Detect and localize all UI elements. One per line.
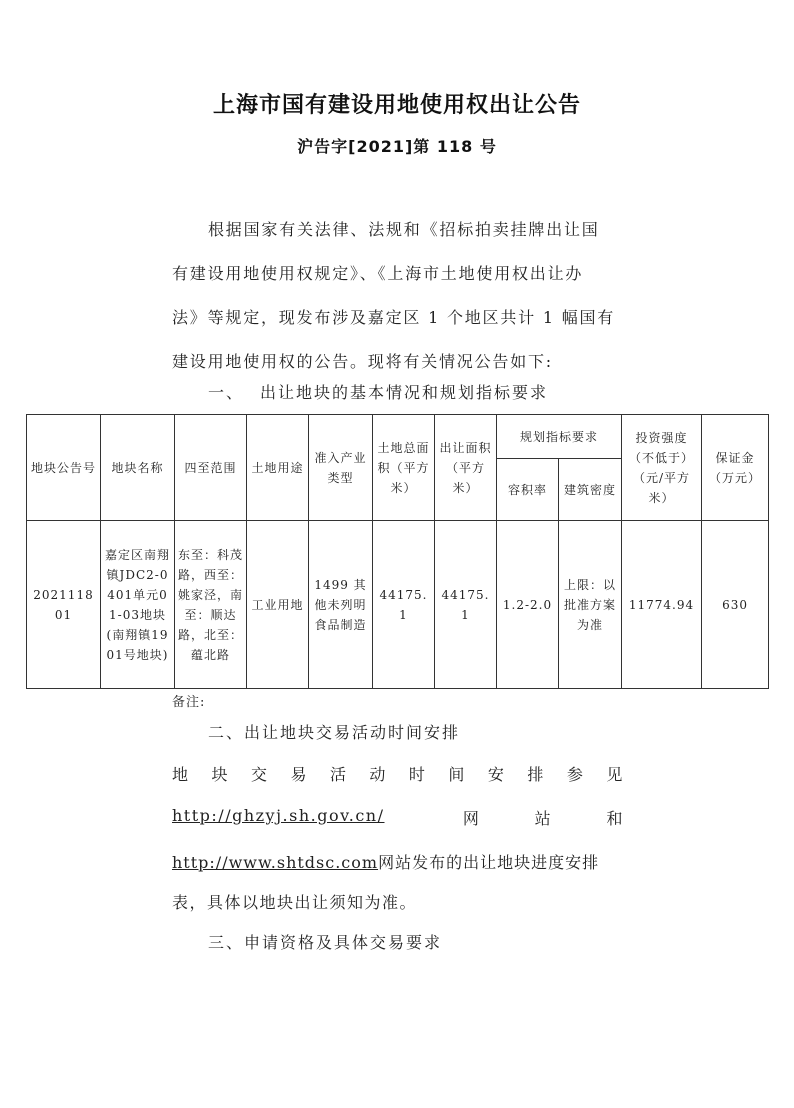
cell-land-use: 工业用地 [247,521,309,689]
schedule-line-3 [172,850,624,873]
word: 网 [462,809,481,828]
spaced-char: 活 [329,765,348,784]
header-planning: 规划指标要求 [497,415,622,459]
plot-table [26,414,769,689]
intro-line: 根据国家有关法律、法规和《招标拍卖挂牌出让国 [208,220,600,239]
table-row [27,521,769,689]
notice-number: 沪告字[2021]第 118 号 [297,137,497,156]
cell-transfer-area: 44175.1 [435,521,497,689]
intro-line: 建设用地使用权的公告。现将有关情况公告如下: [172,352,553,371]
header-total-area: 土地总面积（平方米） [373,415,435,521]
spaced-char: 易 [290,765,308,784]
cell-investment: 11774.94 [622,521,702,689]
cell-announce-no: 202111801 [27,521,101,689]
header-investment: 投资强度（不低于）（元/平方米） [622,415,702,521]
section-1-heading [208,380,564,403]
header-density: 建筑密度 [559,459,622,521]
intro-line: 有建设用地使用权规定》、《上海市土地使用权出让办 [172,264,584,283]
cell-boundary: 东至：科茂路，西至：姚家泾，南至：顺达路，北至：蕴北路 [175,521,247,689]
section-3-heading: 三、申请资格及具体交易要求 [208,933,443,952]
section-1-title: 出让地块的基本情况和规划指标要求 [260,383,549,402]
schedule-line-2 [172,806,624,829]
header-plot-name: 地块名称 [101,415,175,521]
header-plot-ratio: 容积率 [497,459,559,521]
spaced-char: 块 [211,765,229,784]
spaced-char: 见 [606,765,624,784]
section-2-heading: 二、出让地块交易活动时间安排 [208,723,461,742]
cell-plot-name: 嘉定区南翔镇JDC2-0401单元01-03地块(南翔镇1901号地块) [101,521,175,689]
ghzyj-link[interactable]: http://ghzyj.sh.gov.cn/ [172,806,385,825]
cell-deposit: 630 [702,521,769,689]
cell-industry: 1499 其他未列明食品制造 [309,521,373,689]
header-industry: 准入产业类型 [309,415,373,521]
intro-paragraph [172,208,624,384]
schedule-line-1 [172,762,624,785]
section-1-number: 一、 [208,383,245,402]
schedule-line-3-text: 网站发布的出让地块进度安排 [378,853,600,872]
word: 站 [534,809,553,828]
shtdsc-link[interactable]: http://www.shtdsc.com [172,853,379,872]
header-announce-no: 地块公告号 [27,415,101,521]
schedule-line-4: 表，具体以地块出让须知为准。 [172,893,418,912]
notice-title: 上海市国有建设用地使用权出让公告 [212,93,581,118]
spaced-char: 动 [369,765,387,784]
cell-density: 上限：以批准方案为准 [559,521,622,689]
spaced-char: 排 [527,765,545,784]
spaced-char: 间 [448,765,466,784]
header-transfer-area: 出让面积（平方米） [435,415,497,521]
header-deposit: 保证金（万元） [702,415,769,521]
cell-total-area: 44175.1 [373,521,435,689]
cell-plot-ratio: 1.2-2.0 [497,521,559,689]
spaced-char: 安 [487,765,506,784]
spaced-char: 时 [408,765,427,784]
spaced-char: 地 [172,765,190,784]
header-boundary: 四至范围 [175,415,247,521]
intro-line: 法》等规定，现发布涉及嘉定区 1 个地区共计 1 幅国有 [172,308,616,327]
word: 和 [606,809,624,828]
spaced-char: 参 [566,765,585,784]
table-note: 备注: [172,695,206,710]
header-land-use: 土地用途 [247,415,309,521]
spaced-char: 交 [250,765,269,784]
